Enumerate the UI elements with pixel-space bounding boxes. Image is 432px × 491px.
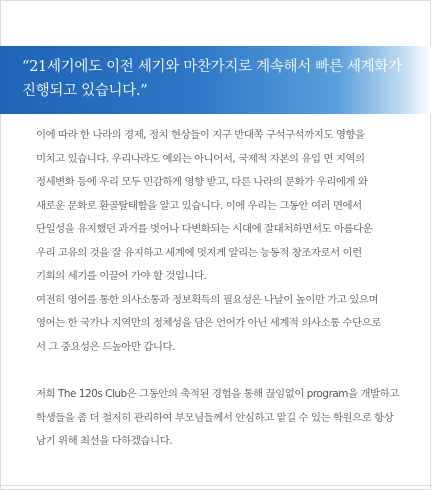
paragraph-2-line: 저희 The 120s Club은 그동안의 축적된 경험을 통해 끊임없이 program을 개발하고 bbox=[36, 388, 399, 400]
bottom-divider bbox=[0, 485, 432, 486]
paragraph-1-line: 서 그 중요성은 드높아만 갑니다. bbox=[36, 340, 175, 353]
paragraph-1-line: 영어는 한 국가나 지역만의 정체성을 담은 언어가 아닌 세계적 의사소통 수단으로 bbox=[36, 317, 381, 329]
quote-text bbox=[22, 55, 422, 103]
paragraph-1-line: 여전히 영어를 통한 의사소통과 정보획득의 필요성은 나날이 높이만 가고 있으며 bbox=[36, 293, 379, 306]
quote-line-1: “21세기에도 이전 세기와 마찬가지로 계속해서 빠른 세계화가 bbox=[22, 59, 402, 75]
body-text bbox=[36, 124, 416, 454]
quote-line-2: 진행되고 있습니다.” bbox=[22, 83, 148, 99]
paragraph-1-line: 우리 고유의 것을 잘 유지하고 세계에 멋지게 알리는 능동적 창조자로서 이런 bbox=[36, 246, 362, 259]
paragraph-1-line: 정세변화 등에 우리 모두 민감하게 영향 받고, 다른 나라의 문화가 우리에게 와 bbox=[36, 176, 368, 188]
quote-banner bbox=[0, 46, 432, 114]
paragraph-2-line: 남기 위해 최선을 다하겠습니다. bbox=[36, 435, 173, 447]
paragraph-2-line: 학생들을 좀 더 철저히 관리하여 부모님들께서 안심하고 맡길 수 있는 학원으로 항상 bbox=[36, 411, 394, 424]
paragraph-gap bbox=[36, 359, 416, 383]
paragraph-1-line: 미치고 있습니다. 우리나라도 예외는 아니어서, 국제적 자본의 유입 면 지역의 bbox=[36, 152, 365, 165]
paragraph-1-line: 단일성을 유지했던 과거를 벗어나 다변화되는 시대에 잘대처하면서도 아름다운 bbox=[36, 223, 373, 235]
paragraph-1-line: 새로운 문화로 환골탈태함을 알고 있습니다. 이에 우리는 그동안 여러 면에서 bbox=[36, 199, 362, 212]
paragraph-1-line: 기회의 세기를 이끌어 가야 할 것입니다. bbox=[36, 270, 207, 282]
paragraph-1-line: 이에 따라 한 나라의 경제, 정치 현상들이 지구 반대쪽 구석구석까지도 영향을 bbox=[36, 129, 365, 141]
